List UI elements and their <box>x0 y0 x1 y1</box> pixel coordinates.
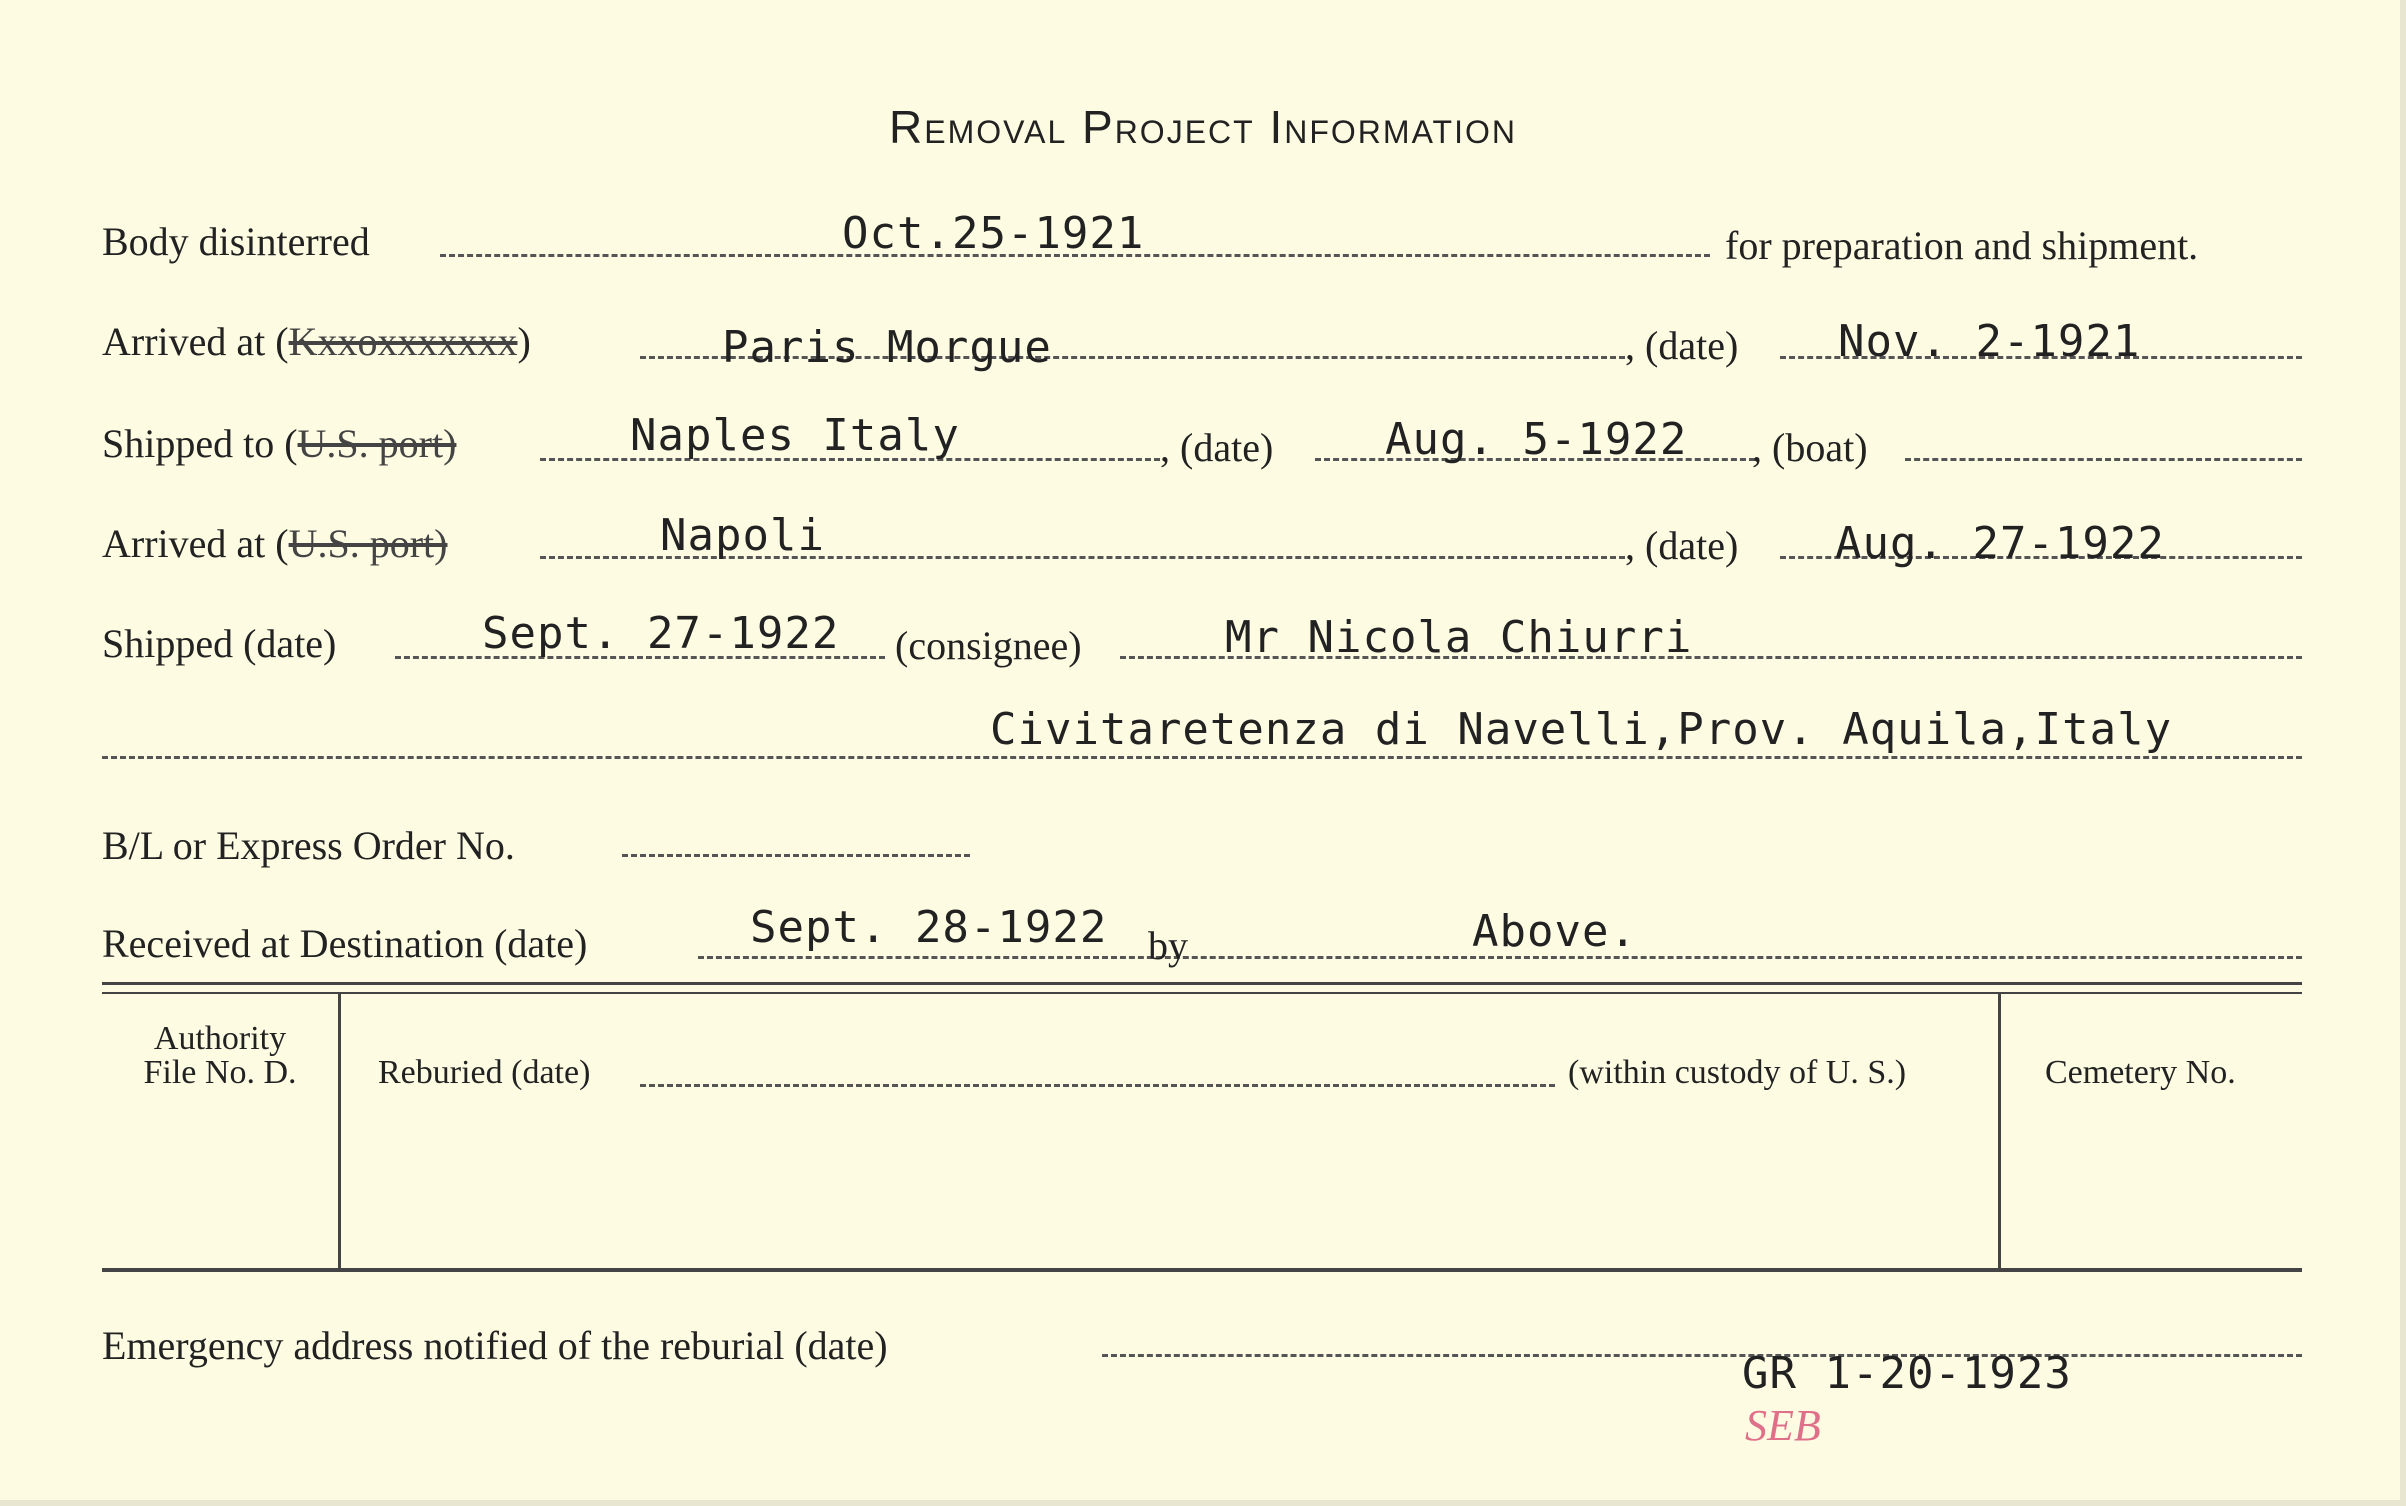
shipped-to-value: Naples Italy <box>630 410 960 461</box>
emergency-value: GR 1-20-1923 <box>1742 1348 2072 1399</box>
disinterred-suffix: for preparation and shipment. <box>1725 223 2199 268</box>
received-by-label: by <box>1148 923 1188 968</box>
disinterred-value: Oct.25-1921 <box>842 208 1145 259</box>
consignee-label: (consignee) <box>895 623 1082 668</box>
emergency-line <box>1102 1354 2302 1357</box>
arrived-port-struck-text: U.S. port) <box>288 521 448 566</box>
arrived-port-label: Arrived at (U.S. port) <box>102 521 448 566</box>
cemetery-label: Cemetery No. <box>2045 1054 2236 1091</box>
arrived-date-value: Nov. 2-1921 <box>1838 316 2141 367</box>
arrived-port-value: Napoli <box>660 510 825 561</box>
authority-label-line2: File No. D. <box>143 1054 297 1091</box>
custody-label: (within custody of U. S.) <box>1568 1054 1907 1091</box>
received-date-value: Sept. 28-1922 <box>750 902 1108 953</box>
table-top-rule-1 <box>102 982 2302 985</box>
card-title: Removal Project Information <box>889 101 1517 153</box>
boat-label: , (boat) <box>1752 425 1868 470</box>
received-label: Received at Destination (date) <box>102 921 588 966</box>
arrived-date-label: , (date) <box>1625 323 1739 368</box>
address-line <box>102 756 2302 759</box>
consignee-address: Civitaretenza di Navelli,Prov. Aquila,Italy <box>990 704 2173 755</box>
table-bottom-rule <box>102 1268 2302 1272</box>
disinterred-label: Body disinterred <box>102 219 370 264</box>
arrived-value: Paris Morgue <box>722 322 1052 373</box>
arrived-port-date-label: , (date) <box>1625 523 1739 568</box>
reburied-label: Reburied (date) <box>378 1054 591 1091</box>
shipped-to-date-value: Aug. 5-1922 <box>1385 414 1688 465</box>
emergency-label: Emergency address notified of the reburial (date) <box>102 1323 888 1368</box>
shipped-date-value: Sept. 27-1922 <box>482 608 840 659</box>
arrived-struck-text: Kxxoxxxxxxx <box>288 319 518 364</box>
reburied-line <box>640 1084 1555 1087</box>
table-divider-left <box>338 994 341 1270</box>
table-top-rule-2 <box>102 992 2302 994</box>
shipped-date-label: Shipped (date) <box>102 621 337 666</box>
shipped-to-label: Shipped to (U.S. port) <box>102 421 457 466</box>
shipped-to-date-label: , (date) <box>1160 425 1274 470</box>
boat-line <box>1905 458 2302 461</box>
bl-line <box>622 854 970 857</box>
table-divider-right <box>1998 994 2001 1270</box>
received-by-value: Above. <box>1472 906 1637 957</box>
consignee-value: Mr Nicola Chiurri <box>1225 612 1693 663</box>
initials-stamp: SEB <box>1745 1401 1821 1450</box>
shipped-to-struck-text: U.S. port) <box>297 421 457 466</box>
arrived-label: Arrived at (Kxxoxxxxxxx) <box>102 319 531 364</box>
authority-label-line1: Authority <box>153 1020 287 1057</box>
bl-label: B/L or Express Order No. <box>102 823 515 868</box>
arrived-port-date-value: Aug. 27-1922 <box>1835 518 2165 569</box>
